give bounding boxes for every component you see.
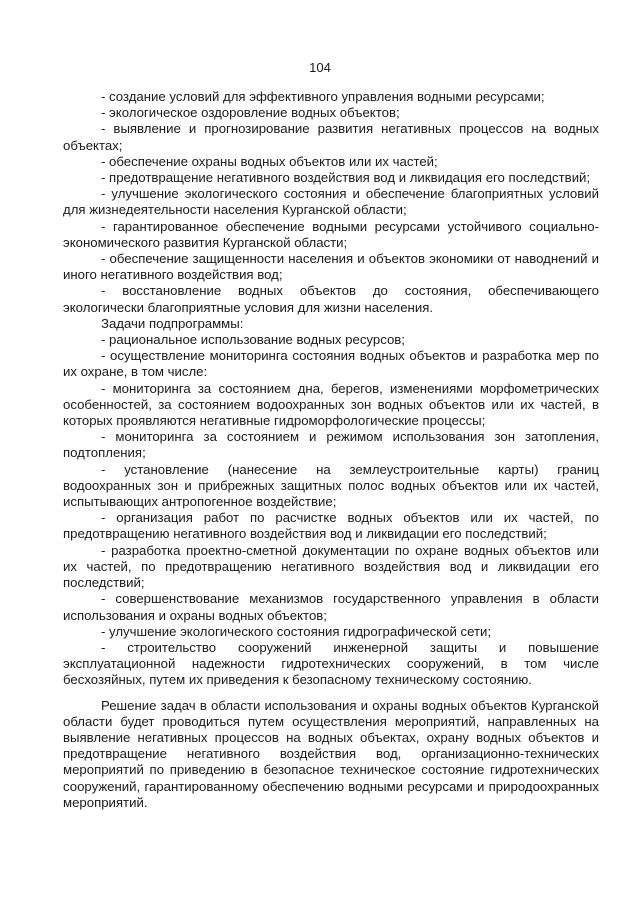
paragraph: - гарантированное обеспечение водными ресурсами устойчивого социально-экономического развития Курганской области; [63, 218, 599, 250]
paragraph: - осуществление мониторинга состояния водных объектов и разработка мер по их охране, в том числе: [63, 348, 599, 380]
paragraph: - мониторинга за состоянием дна, берегов, изменениями морфометрических особенностей, за состоянием водоохранных зон водных объектов или их частей, в которых проявляются негативные гидроморфологические процессы; [63, 380, 599, 429]
paragraph: - улучшение экологического состояния и обеспечение благоприятных условий для жизнедеятельности населения Курганской области; [63, 186, 599, 218]
paragraph: - экологическое оздоровление водных объектов; [101, 105, 400, 121]
paragraph: - рациональное использование водных ресурсов; [101, 332, 405, 348]
paragraph: - организация работ по расчистке водных объектов или их частей, по предотвращению негативного воздействия вод и ликвидации его последствий; [63, 510, 599, 542]
paragraph: Решение задач в области использования и охраны водных объектов Курганской области будет проводиться путем осуществления мероприятий, направленных на выявление негативных процессов на водных объектах, охрану водных объектов и предотвращение негативного воздействия вод, организационно-технических мероприятий по приведению в безопасное техническое состояние гидротехнических сооружений, гарантированному обеспечению водными ресурсами и природоохранных мероприятий. [63, 697, 599, 810]
paragraph: - восстановление водных объектов до состояния, обеспечивающего экологически благоприятные условия для жизни населения. [63, 283, 599, 315]
paragraph: - улучшение экологического состояния гидрографической сети; [101, 623, 492, 639]
paragraph: - выявление и прогнозирование развития негативных процессов на водных объектах; [63, 121, 599, 153]
section-heading: Задачи подпрограммы: [101, 315, 244, 331]
paragraph: - обеспечение охраны водных объектов или их частей; [101, 153, 438, 169]
paragraph: - разработка проектно-сметной документации по охране водных объектов или их частей, по предотвращению негативного воздействия вод и ликвидации его последствий; [63, 542, 599, 591]
paragraph: - строительство сооружений инженерной защиты и повышение эксплуатационной надежности гидротехнических сооружений, в том числе бесхозяйных, путем их приведения к безопасному техническому состоянию. [63, 639, 599, 688]
paragraph: - мониторинга за состоянием и режимом использования зон затопления, подтопления; [63, 429, 599, 461]
paragraph: - совершенствование механизмов государственного управления в области использования и охраны водных объектов; [63, 591, 599, 623]
paragraph: - предотвращение негативного воздействия вод и ликвидация его последствий; [101, 170, 591, 186]
paragraph: - создание условий для эффективного управления водными ресурсами; [101, 89, 545, 104]
paragraph: - установление (нанесение на землеустроительные карты) границ водоохранных зон и прибрежных защитных полос водных объектов или их частей, испытывающих антропогенное воздействие; [63, 461, 599, 510]
document-body [63, 89, 599, 811]
paragraph: - обеспечение защищенности населения и объектов экономики от наводнений и иного негативного воздействия вод; [63, 251, 599, 283]
page-number: 104 [309, 60, 331, 75]
